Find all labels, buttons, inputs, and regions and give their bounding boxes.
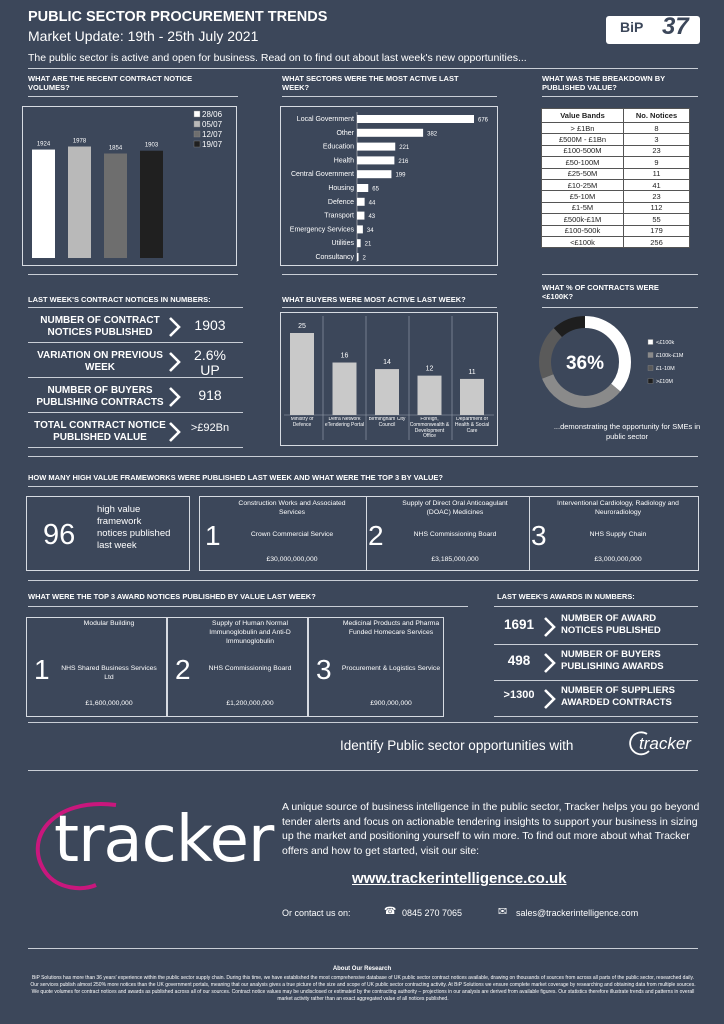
sector-value: 2 (362, 255, 366, 262)
buyer-value: 16 (340, 352, 349, 360)
legend-label: <£100k (656, 340, 675, 346)
sector-label: Central Government (290, 171, 354, 179)
tracker-url-link[interactable]: www.trackerintelligence.co.uk (352, 870, 567, 887)
percent-caption: ...demonstrating the opportunity for SMEs in public sector (553, 422, 701, 441)
footer-text: BiP Solutions has more than 36 years' experience within the public sector supply chain. During this time, we have established the most comprehensive database of UK public sector contract notices available, drawing on thousands of sources from across all parts of the public sector, researched daily. Our services publish almost 250% more notices than the UK government portals, meaning that our analysis gives a true picture of the size and scope of UK public sector contracting activity. At BiP Solutions we ensure complete market coverage by researching and obtaining data from multiple sources. We quote volumes for contract notices and awards as published across all of our sources. Contract notice values may be undisclosed or estimated by the contracting authority – projections in our analysis are derived from available figures. Our statistics therefore illustrate trends and patterns in overall market activity rather than an exact aggregated value of all notices published. (30, 975, 696, 1002)
award-buyer: NHS Commissioning Board (208, 665, 292, 672)
sector-bar (357, 129, 423, 137)
award-value: £1,600,000,000 (85, 700, 133, 707)
framework-rank: 1 (205, 520, 221, 551)
buyer-bar (290, 333, 314, 415)
chevron-right-icon (168, 351, 182, 373)
sector-bar (357, 170, 391, 178)
award-numbers-rule (494, 644, 698, 645)
value-band-cell: £500k-£1M (542, 214, 624, 225)
sector-value: 34 (366, 227, 374, 234)
awards-title: WHAT WERE THE TOP 3 AWARD NOTICES PUBLISHED BY VALUE LAST WEEK? (28, 592, 316, 601)
frameworks-title: HOW MANY HIGH VALUE FRAMEWORKS WERE PUBLISHED LAST WEEK AND WHAT WERE THE TOP 3 BY VALUE? (28, 473, 444, 482)
donut-center-label: 36% (565, 353, 605, 374)
buyer-bar (418, 376, 442, 415)
framework-count-text: high value framework notices published last week (97, 504, 171, 551)
notice-count-cell: 23 (624, 145, 690, 156)
award-title: Modular Building (83, 620, 135, 627)
tracker-logo (24, 795, 274, 895)
number-value: 1903 (194, 317, 226, 333)
award-buyer: NHS Shared Business Services Ltd (61, 665, 157, 681)
legend-swatch (648, 353, 653, 358)
legend-swatch (194, 121, 200, 127)
phone-icon: ☎ (384, 906, 397, 917)
notice-count-cell: 41 (624, 179, 690, 190)
legend-swatch (194, 111, 200, 117)
sector-value: 676 (478, 117, 489, 124)
framework-title: Supply of Direct Oral Anticoagulant (DOAC) Medicines (402, 500, 508, 516)
chevron-right-icon (543, 616, 557, 638)
buyer-value: 11 (468, 368, 476, 376)
legend-label: £1-10M (656, 366, 675, 372)
sector-bar (357, 239, 361, 247)
percent-donut-chart (534, 310, 704, 415)
legend-label: £100k-£1M (656, 353, 684, 359)
framework-rank: 2 (368, 520, 384, 551)
award-numbers-rule (494, 716, 698, 717)
intro-text: The public sector is active and open for business. Read on to find out about last week's new opportunities... (28, 52, 527, 64)
framework-count: 96 (43, 519, 76, 551)
sector-value: 44 (368, 200, 376, 207)
value-band-cell: £100-500M (542, 145, 624, 156)
tracker-description: A unique source of business intelligence in the public sector, Tracker helps you go beyond tender alerts and focus on actionable tendering insights to support your business in sizing up the market and positioning yourself to win more. To find out more about what Tracker offers and how to get started, visit our site: (282, 801, 700, 858)
number-label: VARIATION ON PREVIOUS WEEK (37, 350, 163, 373)
contact-label: Or contact us on: (282, 908, 351, 918)
buyers-chart (280, 312, 498, 446)
volume-bar-label: 1903 (144, 142, 159, 149)
value-band-cell: £100-500k (542, 225, 624, 236)
buyer-bar (460, 379, 484, 415)
legend-swatch (194, 141, 200, 147)
sector-value: 21 (364, 241, 372, 248)
award-rank: 1 (34, 654, 50, 685)
sector-label: Transport (324, 212, 354, 220)
award-title: Medicinal Products and Pharma Funded Homecare Services (342, 620, 440, 636)
buyer-label: Foreign, Commonwealth & Development Office (409, 417, 450, 440)
buyer-value: 14 (383, 359, 391, 367)
sector-label: Housing (328, 185, 354, 192)
table-row (542, 123, 690, 134)
notice-count-cell: 8 (624, 123, 690, 134)
value-band-cell: £25-50M (542, 168, 624, 179)
volume-bar (32, 150, 55, 258)
volumes-chart (22, 106, 237, 266)
breakdown-title: WHAT WAS THE BREAKDOWN BY PUBLISHED VALUE? (542, 74, 666, 92)
value-band-cell: £50-100M (542, 157, 624, 168)
number-label: NUMBER OF BUYERS PUBLISHING CONTRACTS (36, 385, 164, 408)
sector-label: Local Government (296, 116, 354, 123)
volume-bar-label: 1854 (108, 145, 123, 152)
percent-title: WHAT % OF CONTRACTS WERE <£100K? (542, 283, 659, 301)
legend-label: >£10M (656, 379, 673, 385)
column-header: No. Notices (624, 109, 690, 123)
award-title: Supply of Human Normal Immunoglobulin and Anti-D Immunoglobulin (209, 620, 291, 645)
awards-numbers-title: LAST WEEK'S AWARDS IN NUMBERS: (497, 592, 635, 601)
sector-value: 382 (427, 131, 438, 138)
award-number-label: NUMBER OF AWARD NOTICES PUBLISHED (561, 613, 661, 637)
table-row (542, 236, 690, 247)
page-subtitle: Market Update: 19th - 25th July 2021 (28, 28, 259, 44)
framework-divider (366, 496, 367, 571)
award-buyer: Procurement & Logistics Service (341, 665, 441, 672)
value-band-cell: £5-10M (542, 191, 624, 202)
chevron-right-icon (543, 652, 557, 674)
sector-value: 199 (395, 172, 406, 179)
column-header: Value Bands (542, 109, 624, 123)
framework-value: £3,185,000,000 (431, 556, 479, 563)
legend-swatch (648, 340, 653, 345)
sector-bar (357, 143, 395, 151)
framework-value: £30,000,000,000 (266, 556, 318, 563)
sector-bar (357, 184, 368, 192)
buyer-label: Ministry of Defence (290, 417, 314, 428)
award-rank: 2 (175, 654, 191, 685)
buyer-bar (375, 369, 399, 415)
sector-label: Other (336, 129, 354, 137)
notice-count-cell: 3 (624, 134, 690, 145)
tracker-small-logo-text: tracker (639, 734, 691, 753)
numbers-rule (28, 447, 243, 448)
number-value: 2.6% UP (194, 347, 226, 378)
chevron-right-icon (168, 386, 182, 408)
sector-value: 43 (368, 214, 376, 221)
legend-swatch (648, 366, 653, 371)
sector-bar (357, 212, 364, 220)
sector-bar (357, 156, 394, 164)
chevron-right-icon (543, 688, 557, 710)
number-label: TOTAL CONTRACT NOTICE PUBLISHED VALUE (34, 420, 166, 443)
volume-bar (104, 154, 127, 258)
sector-bar (357, 198, 365, 206)
value-band-cell: £1-5M (542, 202, 624, 213)
framework-buyer: NHS Commissioning Board (413, 531, 497, 538)
buyers-title: WHAT BUYERS WERE MOST ACTIVE LAST WEEK? (282, 295, 466, 304)
page-title: PUBLIC SECTOR PROCUREMENT TRENDS (28, 9, 328, 25)
notice-count-cell: 11 (624, 168, 690, 179)
sector-bar (357, 115, 474, 123)
sector-label: Education (322, 143, 354, 151)
email-icon: ✉ (498, 906, 508, 918)
value-band-cell: £500M - £1Bn (542, 134, 624, 145)
framework-value: £3,000,000,000 (594, 556, 642, 563)
award-number-value: 498 (507, 653, 531, 668)
framework-title: Construction Works and Associated Services (238, 500, 346, 516)
award-value: £1,200,000,000 (226, 700, 274, 707)
award-rank: 3 (316, 654, 332, 685)
footer-title: About Our Research (332, 966, 392, 972)
framework-buyer: Crown Commercial Service (250, 531, 334, 538)
value-band-cell: £10-25M (542, 179, 624, 190)
table-row (542, 191, 690, 202)
award-number-label: NUMBER OF BUYERS PUBLISHING AWARDS (561, 649, 664, 673)
value-band-cell: > £1Bn (542, 123, 624, 134)
numbers-rule (28, 342, 243, 343)
award-number-value: 1691 (503, 617, 535, 632)
sector-label: Utilities (331, 240, 354, 248)
buyer-value: 12 (425, 365, 434, 373)
table-row (542, 179, 690, 190)
sector-label: Health (333, 157, 354, 165)
award-numbers-rule (494, 680, 698, 681)
buyer-value: 25 (298, 323, 306, 330)
value-bands-table (541, 108, 690, 248)
table-row (542, 168, 690, 179)
legend-swatch (648, 379, 653, 384)
volumes-title: WHAT ARE THE RECENT CONTRACT NOTICE VOLUMES? (28, 74, 193, 92)
buyer-label: Birmingham City Council (368, 417, 406, 428)
table-row (542, 225, 690, 236)
volume-bar (68, 147, 91, 258)
numbers-rule (28, 412, 243, 413)
award-number-value: >1300 (503, 689, 535, 701)
sector-label: Consultancy (315, 254, 354, 261)
table-row (542, 214, 690, 225)
legend-label: 28/06 (202, 110, 223, 119)
framework-buyer: NHS Supply Chain (589, 531, 647, 538)
buyer-label: Department of Health & Social Care (454, 417, 490, 434)
legend-label: 19/07 (202, 140, 223, 149)
number-value: 918 (198, 387, 222, 403)
bip-badge-number: 37 (662, 13, 689, 40)
tracker-small-logo (627, 731, 699, 757)
legend-swatch (194, 131, 200, 137)
numbers-title: LAST WEEK'S CONTRACT NOTICES IN NUMBERS: (28, 295, 211, 304)
framework-count-panel (26, 496, 190, 571)
award-value: £900,000,000 (370, 700, 412, 707)
email-link[interactable]: sales@trackerintelligence.com (516, 908, 639, 918)
buyer-label: Defra Network eTendering Portal (324, 417, 365, 428)
sectors-title: WHAT SECTORS WERE THE MOST ACTIVE LAST WEEK? (282, 74, 459, 92)
bip-badge (606, 13, 700, 44)
volume-bar-label: 1978 (72, 138, 87, 145)
notice-count-cell: 179 (624, 225, 690, 236)
sector-value: 216 (398, 158, 409, 165)
table-row (542, 157, 690, 168)
buyer-bar (333, 363, 357, 415)
table-row (542, 145, 690, 156)
sectors-chart (280, 106, 498, 266)
chevron-right-icon (168, 421, 182, 443)
notice-count-cell: 9 (624, 157, 690, 168)
legend-label: 05/07 (202, 120, 223, 129)
sector-label: Defence (327, 198, 354, 206)
phone-number[interactable]: 0845 270 7065 (402, 908, 463, 918)
value-bands-table-wrap (541, 108, 690, 248)
tracker-logo-text: tracker (54, 803, 274, 877)
notice-count-cell: 112 (624, 202, 690, 213)
sector-bar (357, 253, 359, 261)
framework-title: Interventional Cardiology, Radiology and Neuroradiology (557, 500, 679, 516)
sector-value: 221 (399, 145, 410, 152)
table-row (542, 202, 690, 213)
volume-bar-label: 1924 (36, 141, 51, 148)
sector-label: Emergency Services (289, 226, 354, 234)
notice-count-cell: 23 (624, 191, 690, 202)
sector-bar (357, 225, 363, 233)
number-label: NUMBER OF CONTRACT NOTICES PUBLISHED (40, 315, 160, 338)
framework-divider (529, 496, 530, 571)
table-row (542, 134, 690, 145)
award-number-label: NUMBER OF SUPPLIERS AWARDED CONTRACTS (561, 685, 676, 709)
notice-count-cell: 55 (624, 214, 690, 225)
number-value: >£92Bn (190, 422, 230, 434)
bip-logo-text: BiP (620, 19, 644, 35)
legend-label: 12/07 (202, 130, 223, 139)
volume-bar (140, 151, 163, 258)
notice-count-cell: 256 (624, 236, 690, 247)
sector-value: 65 (372, 186, 379, 193)
value-band-cell: <£100k (542, 236, 624, 247)
chevron-right-icon (168, 316, 182, 338)
identify-text: Identify Public sector opportunities with (340, 738, 574, 753)
framework-rank: 3 (531, 520, 547, 551)
